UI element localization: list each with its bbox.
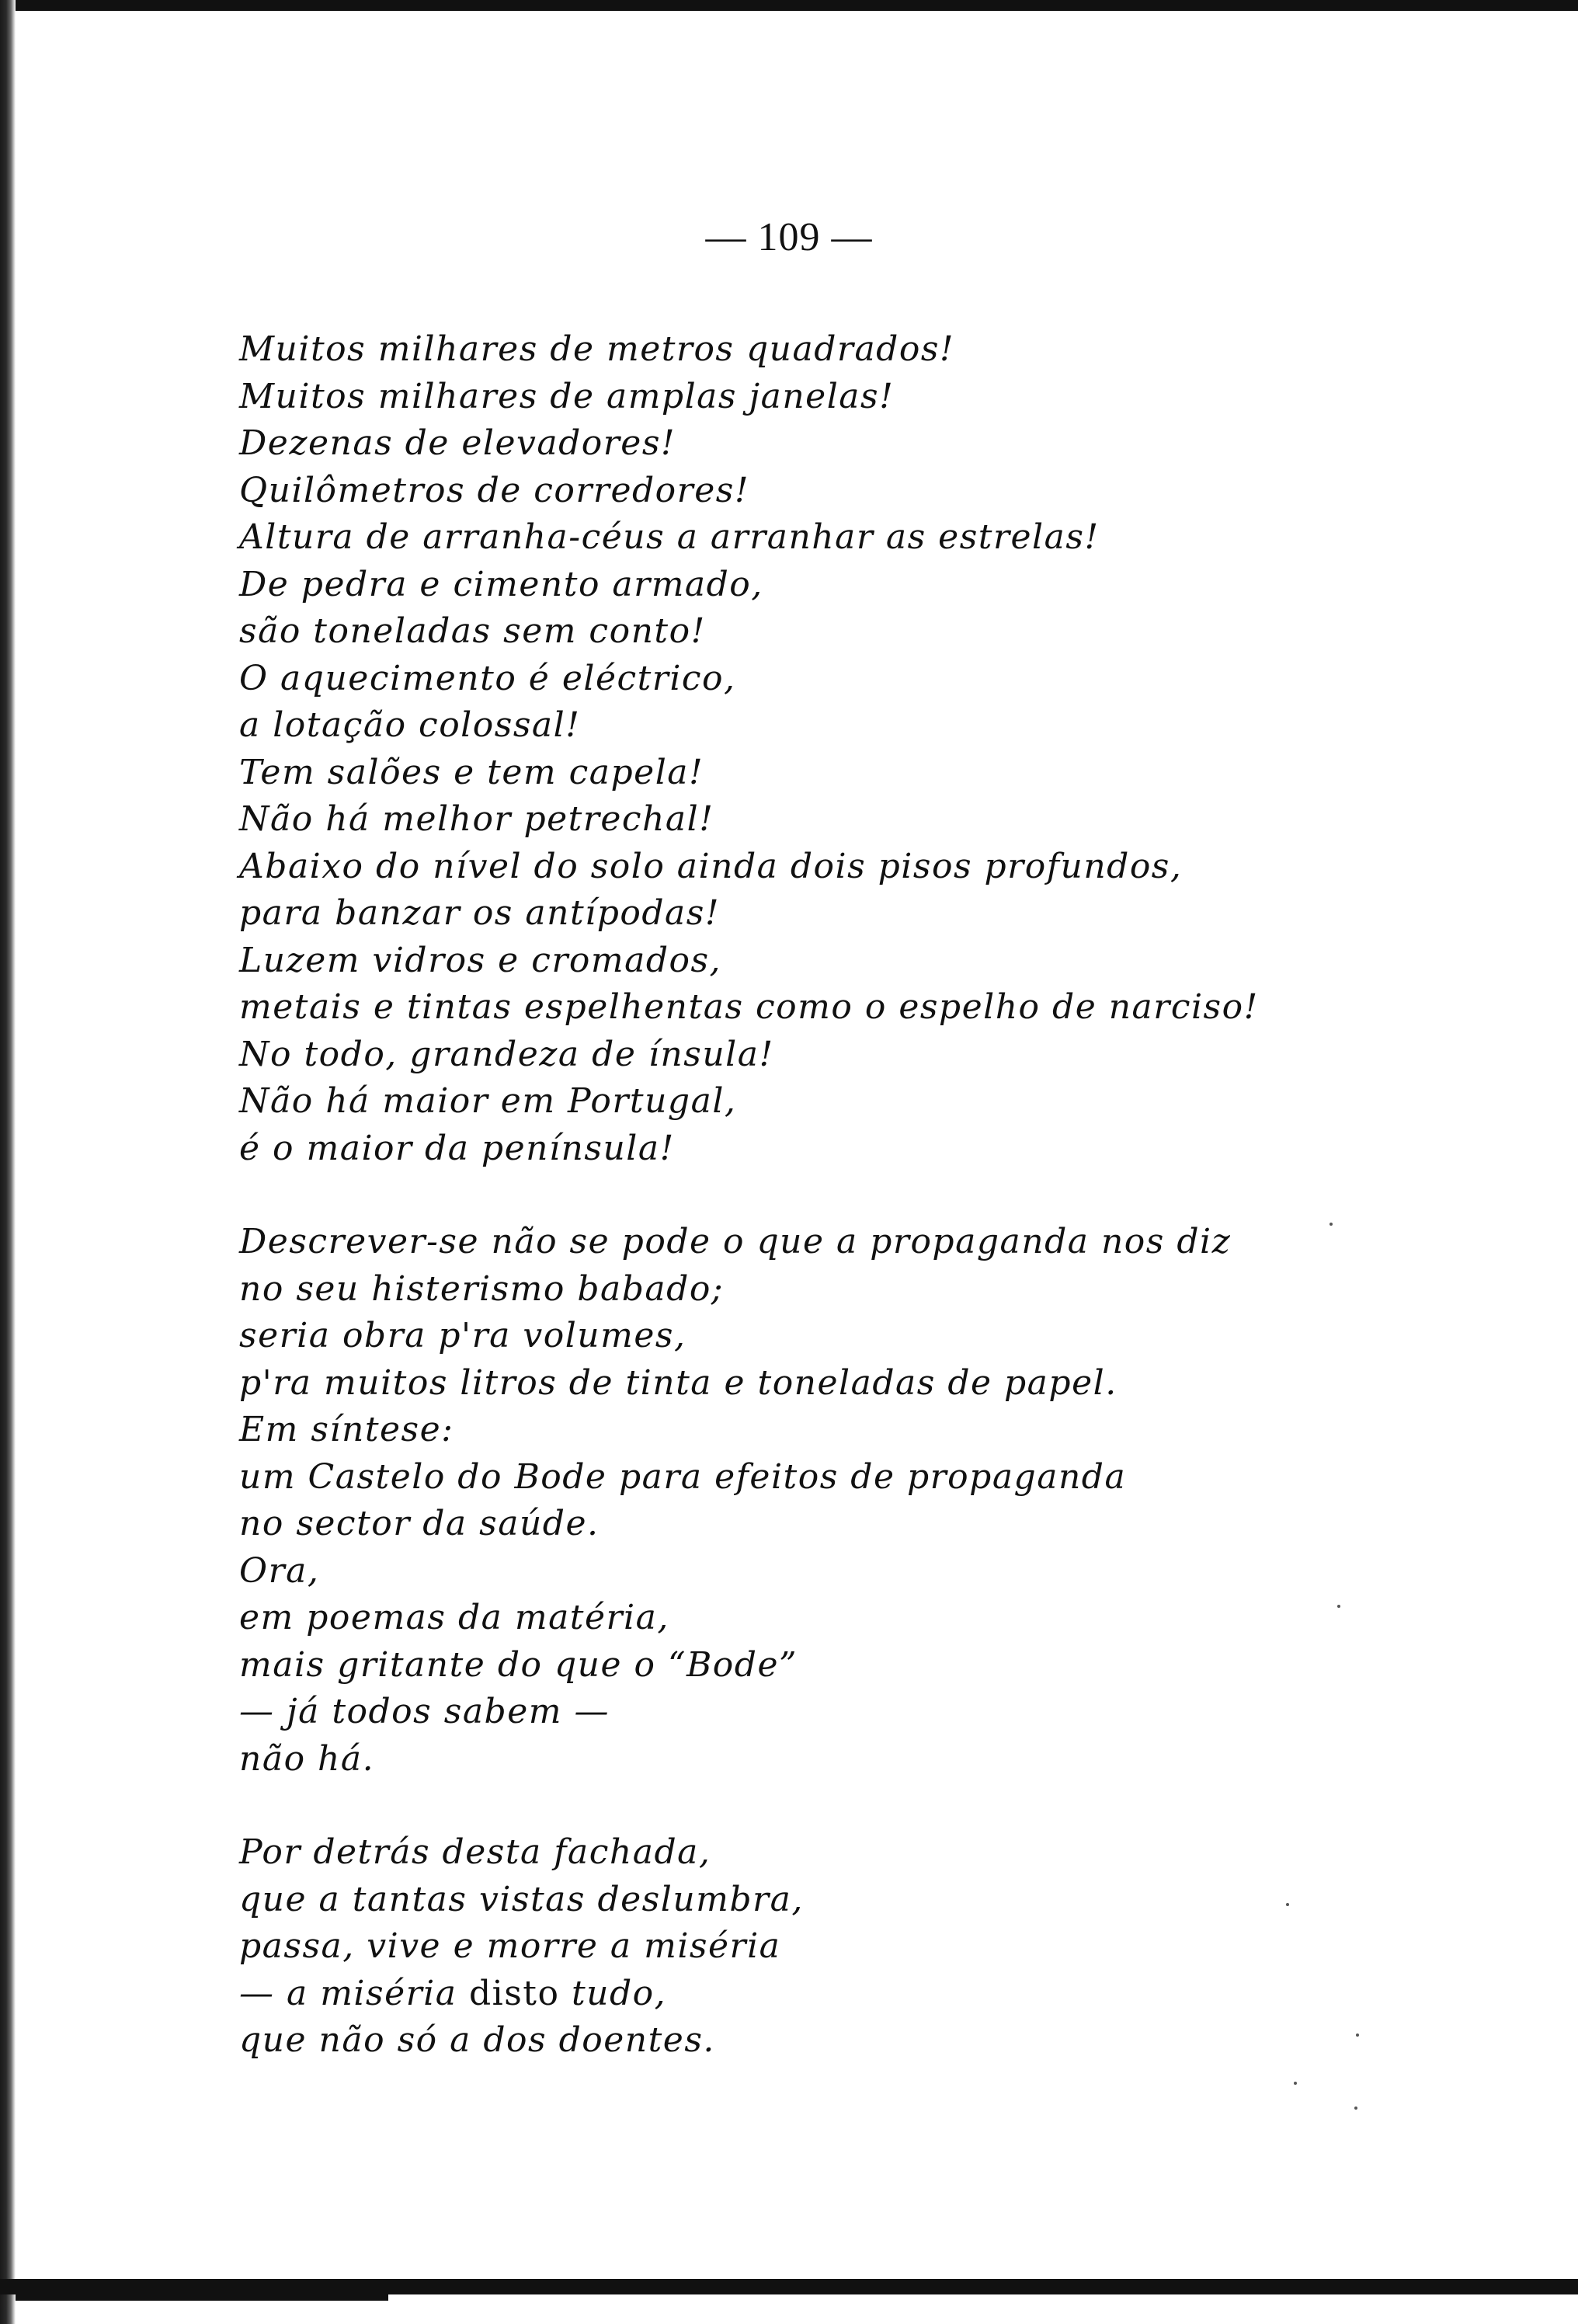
poem-line: Não há melhor petrechal! (239, 799, 714, 839)
poem-line: metais e tintas espelhentas como o espelho de narciso! (239, 987, 1259, 1027)
poem-line: são toneladas sem conto! (239, 611, 706, 651)
poem-line: — já todos sabem — (239, 1692, 610, 1731)
poem-line: Não há maior em Portugal, (239, 1081, 737, 1121)
poem-line: Muitos milhares de metros quadrados! (239, 329, 955, 369)
poem-line: Quilômetros de corredores! (239, 470, 749, 510)
page-bottom-shadow (16, 2290, 388, 2301)
line-part-italic: — a miséria (239, 1973, 469, 2013)
speck-decoration (1354, 2107, 1357, 2110)
poem-line: Descrever-se não se pode o que a propaganda nos diz (239, 1222, 1232, 1261)
speck-decoration (1329, 1223, 1333, 1226)
poem-line: O aquecimento é eléctrico, (239, 658, 736, 698)
poem-line: Altura de arranha-céus a arranhar as estrelas! (239, 517, 1100, 557)
poem-line: mais gritante do que o “Bode” (239, 1644, 798, 1685)
page-number: — 109 — (705, 215, 873, 259)
poem-line: é o maior da península! (239, 1128, 675, 1168)
page-top-edge (0, 0, 1578, 11)
poem-line: Muitos milhares de amplas janelas! (239, 376, 895, 416)
poem-line: não há. (239, 1738, 375, 1779)
poem-line: Abaixo do nível do solo ainda dois pisos profundos, (239, 846, 1183, 886)
stanza-3 (239, 1829, 1528, 2065)
poem-line: que a tantas vistas deslumbra, (239, 1879, 804, 1919)
poem-text (239, 326, 1528, 2065)
line-part-italic: tudo, (559, 1973, 667, 2013)
poem-line: um Castelo do Bode para efeitos de propaganda (239, 1456, 1127, 1497)
stanza-1 (239, 326, 1528, 1172)
poem-line: Em síntese: (239, 1410, 454, 1449)
poem-line: em poemas da matéria, (239, 1598, 669, 1637)
speck-decoration (1286, 1903, 1289, 1906)
poem-line-mixed (239, 1971, 1528, 2018)
poem-line: que não só a dos doentes. (239, 2020, 715, 2060)
speck-decoration (1294, 2082, 1297, 2085)
poem-line: passa, vive e morre a miséria (239, 1926, 781, 1966)
poem-line: De pedra e cimento armado, (239, 564, 763, 604)
stanza-2 (239, 1219, 1528, 1783)
poem-line: seria obra p'ra volumes, (239, 1316, 686, 1355)
speck-decoration (1337, 1605, 1340, 1608)
poem-line: Ora, (239, 1550, 320, 1591)
line-part-upright: disto (468, 1973, 560, 2013)
poem-line: a lotação colossal! (239, 705, 581, 745)
poem-line: No todo, grandeza de ínsula! (239, 1034, 774, 1074)
poem-line: Luzem vidros e cromados, (239, 940, 722, 980)
poem-line: no sector da saúde. (239, 1504, 600, 1543)
speck-decoration (1356, 2034, 1359, 2037)
poem-line: Por detrás desta fachada, (239, 1832, 711, 1872)
poem-line: Dezenas de elevadores! (239, 423, 676, 463)
poem-line: para banzar os antípodas! (239, 893, 721, 933)
page-left-edge (0, 0, 16, 2324)
poem-line: Tem salões e tem capela! (239, 752, 704, 792)
poem-line: no seu histerismo babado; (239, 1268, 725, 1309)
poem-line: p'ra muitos litros de tinta e toneladas de papel. (239, 1362, 1117, 1403)
